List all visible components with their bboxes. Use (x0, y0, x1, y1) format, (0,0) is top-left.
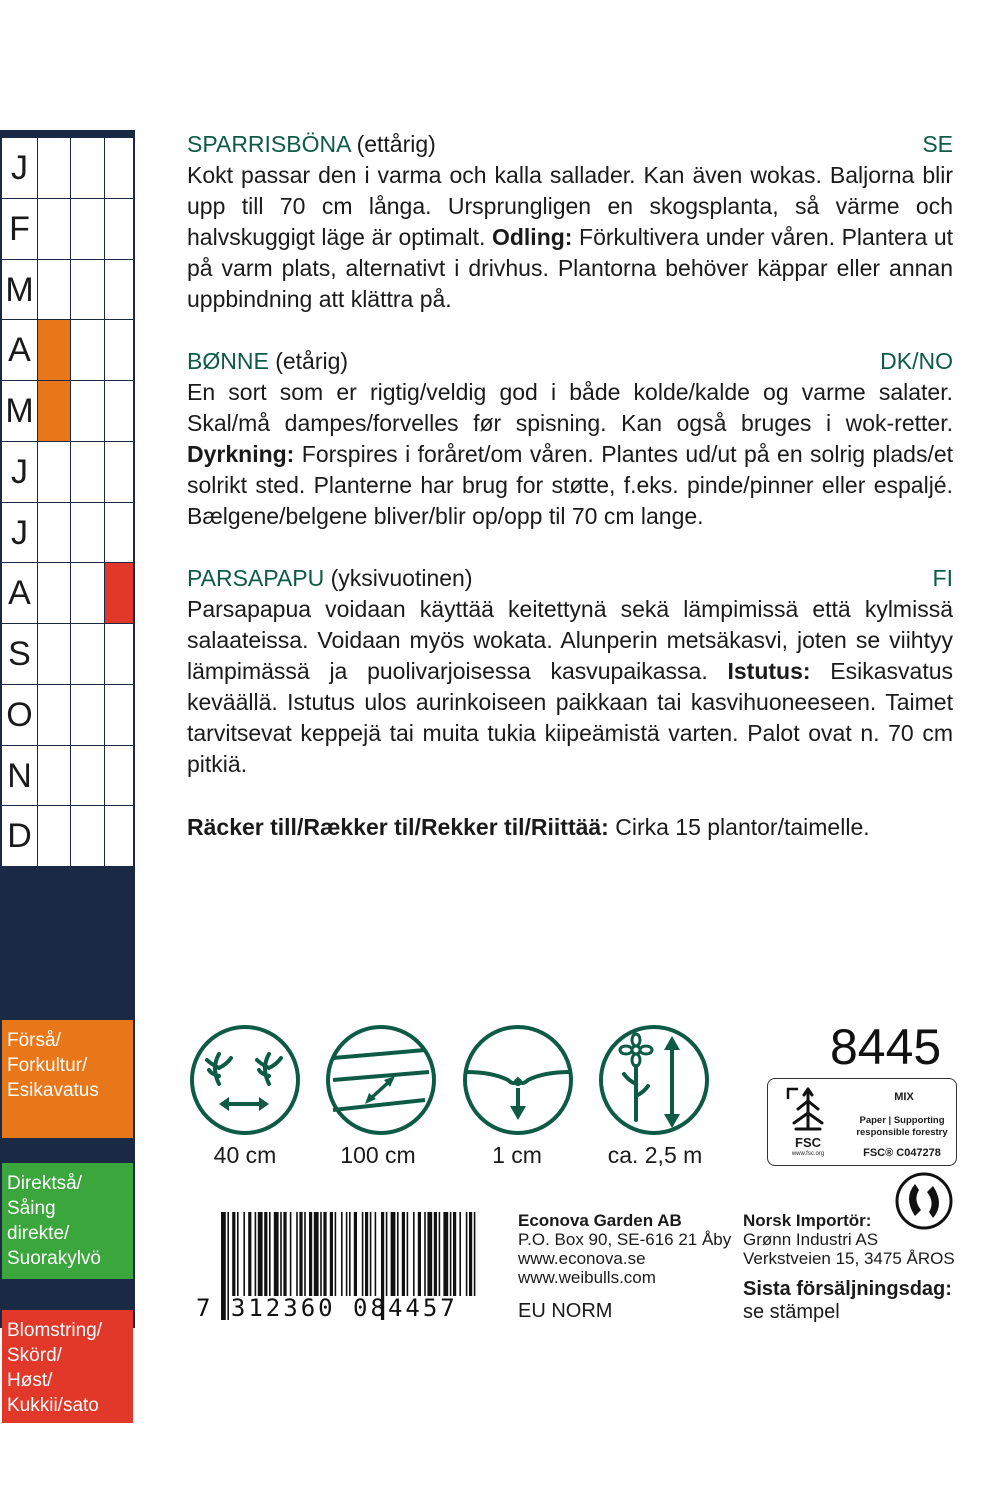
empty-cell (37, 746, 70, 806)
company-web: www.weibulls.com (518, 1268, 656, 1287)
cultivation-text: Esikasvatus keväällä. Istutus ulos aurinkoiseen paikkaan tai kasvihuoneeseen. Taimet tarvitsevat keppejä tai muita tukia kiipeämistä varten. Palot ovat n. 70 cm pitkiä. (187, 658, 954, 777)
empty-cell (70, 138, 104, 198)
description-text: Parsapapua voidaan käyttää keitettynä sekä lämpimissä että kylmissä salaateissa. Voidaan myös wokata. Alunperin metsäkasvi, joten se viihtyy lämpimässä ja puolivarjoisessa kasvupaikassa. (187, 596, 953, 684)
barcode-bar (335, 1212, 337, 1296)
barcode-digits: 7 312360 084457 (196, 1294, 458, 1322)
barcode-bar (418, 1212, 421, 1296)
harvest-cell (104, 563, 133, 623)
month-letter: J (11, 513, 28, 552)
barcode-bar (370, 1212, 372, 1296)
legend-direct-line: Direktså/ (7, 1173, 82, 1194)
month-letter: N (7, 756, 32, 795)
barcode-bar (290, 1212, 292, 1296)
empty-cell (104, 260, 133, 320)
empty-cell (37, 138, 70, 198)
barcode-bar (304, 1212, 306, 1296)
barcode-bar (443, 1212, 448, 1296)
legend-harvest-line: Skörd/ (7, 1345, 62, 1366)
variety-name: SPARRISBÖNA (187, 131, 351, 157)
importer-title: Norsk Importör: (743, 1211, 872, 1230)
barcode-bar (232, 1212, 235, 1296)
barcode-bar (362, 1212, 364, 1296)
empty-cell (37, 260, 70, 320)
barcode-bar (346, 1212, 348, 1296)
fsc-site: www.fsc.org (791, 1151, 825, 1157)
empty-cell (104, 503, 133, 563)
yield-text: Cirka 15 plantor/taimelle. (615, 814, 870, 840)
empty-cell (104, 442, 133, 502)
barcode-bar (269, 1212, 271, 1296)
barcode-bar (274, 1212, 279, 1296)
empty-cell (37, 503, 70, 563)
month-letter: J (11, 149, 28, 187)
empty-cell (70, 320, 104, 380)
cultivation-text: Forspires i foråret/om våren. Plantes ud/ut på en solrig plads/et solrikt sted. Planterne har brug for støtte, f.eks. pinde/pinner eller espaljé. Bælgene/belgene bliver/blir op/opp til 70 cm lange. (187, 441, 954, 529)
section-title (187, 346, 348, 377)
legend-presow-line: Förså/ (7, 1030, 61, 1051)
barcode-bar (309, 1212, 312, 1296)
section-swedish (187, 129, 953, 315)
barcode-bar (264, 1212, 267, 1296)
legend-harvest-line: Blomstring/ (7, 1320, 103, 1341)
legend-direct-line: Såing (7, 1198, 56, 1219)
variety-name: BØNNE (187, 348, 269, 374)
cultivation-label: Dyrkning: (187, 441, 295, 467)
calendar-month-row (2, 746, 133, 807)
sowing-calendar-strip (0, 130, 135, 1416)
barcode-bar (469, 1212, 472, 1296)
empty-cell (104, 746, 133, 806)
language-code: SE (922, 131, 953, 157)
section-finnish (187, 563, 953, 780)
barcode-bar (386, 1212, 388, 1296)
presow-cell (37, 381, 70, 441)
barcode-bar (439, 1212, 441, 1296)
importer-info (743, 1211, 955, 1268)
barcode-bar (248, 1212, 251, 1296)
legend-direct-line: direkte/ (7, 1223, 70, 1244)
row-spacing-icon (325, 1024, 437, 1136)
barcode-bar (459, 1212, 461, 1296)
month-letter: D (7, 817, 32, 856)
barcode-bar (283, 1212, 286, 1296)
barcode-bar (375, 1212, 377, 1296)
last-sale-title: Sista försäljningsdag: (743, 1278, 952, 1300)
company-info (518, 1211, 731, 1287)
cultivation-label: Odling: (491, 224, 573, 250)
barcode-bar (258, 1212, 263, 1296)
legend-presow-line: Esikavatus (7, 1080, 99, 1101)
description-text: En sort som er rigtig/veldig god i både kolde/kalde og varme salater. Skal/må dampes/forvelles før spisning. Kan også bruges i wok-retter. (187, 379, 953, 436)
importer-name: Grønn Industri AS (743, 1230, 879, 1249)
fsc-line: Paper | Supporting (859, 1115, 945, 1126)
barcode-bar (391, 1212, 396, 1296)
empty-cell (70, 806, 104, 866)
calendar-month-row (2, 503, 133, 564)
sowing-depth-label: 1 cm (492, 1142, 542, 1168)
calendar-month-row (2, 199, 133, 260)
plant-height-icon (598, 1024, 710, 1136)
fsc-label (767, 1078, 957, 1166)
month-letter: J (11, 452, 28, 491)
barcode-bar (424, 1212, 426, 1296)
barcode-bar (255, 1212, 257, 1296)
empty-cell (37, 199, 70, 259)
section-danish-norwegian (187, 346, 953, 532)
yield-label: Räcker till/Rækker til/Rekker til/Riittää: (187, 814, 609, 840)
barcode-bar (280, 1212, 282, 1296)
calendar-month-row (2, 442, 133, 503)
month-calendar (2, 138, 133, 867)
row-spacing-label: 100 cm (340, 1142, 416, 1168)
variety-sub: (etårig) (275, 348, 349, 374)
barcode-bar (314, 1212, 319, 1296)
barcode-bar (474, 1212, 476, 1296)
legend-harvest (2, 1310, 133, 1423)
importer-address: Verkstveien 15, 3475 ÅROS (743, 1249, 955, 1268)
cultivation-text: Förkultivera under våren. Plantera ut på varm plats, alternativt i drivhus. Plantorna behöver käppar eller annan uppbindning att klättra på. (187, 224, 953, 312)
description-text: Kokt passar den i varma och kalla sallader. Kan även wokas. Baljorna blir upp till 70 cm långa. Ursprungligen en skogsplanta, så värme och halvskuggigt läge är optimalt. (187, 162, 953, 250)
description (187, 594, 953, 780)
cultivation-label: Istutus: (727, 658, 811, 684)
empty-cell (37, 624, 70, 684)
barcode-bar (453, 1212, 456, 1296)
barcode-bar (320, 1212, 322, 1296)
empty-cell (70, 503, 104, 563)
calendar-month-row (2, 563, 133, 624)
calendar-month-row (2, 685, 133, 746)
variety-sub: (ettårig) (356, 131, 436, 157)
variety-name: PARSAPAPU (187, 565, 325, 591)
empty-cell (37, 442, 70, 502)
plant-height-label: ca. 2,5 m (607, 1142, 703, 1168)
empty-cell (37, 563, 70, 623)
empty-cell (104, 685, 133, 745)
description (187, 160, 953, 315)
fsc-mix: MIX (894, 1091, 914, 1103)
empty-cell (37, 806, 70, 866)
legend-presow-line: Forkultur/ (7, 1055, 88, 1076)
barcode-bar (450, 1212, 452, 1296)
barcode-bar (323, 1212, 326, 1296)
plant-spacing-icon (189, 1024, 301, 1136)
legend-harvest-line: Kukkii/sato (7, 1395, 99, 1416)
fsc-tree-icon (782, 1085, 834, 1135)
company-web: www.econova.se (518, 1249, 646, 1268)
company-name: Econova Garden AB (518, 1211, 682, 1230)
barcode-bar (243, 1212, 245, 1296)
empty-cell (70, 624, 104, 684)
fsc-line: responsible forestry (856, 1127, 948, 1138)
calendar-month-row (2, 320, 133, 381)
barcode-bar (365, 1212, 368, 1296)
fsc-code: FSC® C047278 (863, 1147, 941, 1159)
language-code: DK/NO (880, 348, 953, 374)
empty-cell (37, 685, 70, 745)
variety-sub: (yksivuotinen) (330, 565, 473, 591)
last-sale-date (743, 1278, 952, 1324)
month-letter: M (5, 270, 34, 309)
empty-cell (104, 320, 133, 380)
month-letter: A (8, 574, 31, 613)
eu-norm: EU NORM (518, 1300, 613, 1322)
empty-cell (70, 563, 104, 623)
calendar-month-row (2, 381, 133, 442)
empty-cell (70, 442, 104, 502)
last-sale-text: se stämpel (743, 1301, 840, 1323)
legend-direct-line: Suorakylvö (7, 1248, 101, 1269)
month-letter: S (8, 635, 31, 673)
barcode-bar (466, 1212, 468, 1296)
legend-direct-sow (2, 1163, 133, 1279)
yield-info (187, 812, 953, 843)
barcode-bar (407, 1212, 409, 1296)
empty-cell (70, 260, 104, 320)
section-title (187, 563, 472, 594)
barcode-bar (397, 1212, 399, 1296)
month-letter: A (8, 331, 31, 370)
description (187, 377, 953, 532)
empty-cell (70, 199, 104, 259)
empty-cell (104, 138, 133, 198)
barcode-bar (354, 1212, 357, 1296)
calendar-month-row (2, 138, 133, 199)
empty-cell (104, 381, 133, 441)
barcode-bar (330, 1212, 333, 1296)
barcode-bar (341, 1212, 343, 1296)
barcode-bar (413, 1212, 415, 1296)
legend-harvest-line: Høst/ (7, 1370, 53, 1391)
empty-cell (70, 381, 104, 441)
company-address: P.O. Box 90, SE-616 21 Åby (518, 1230, 732, 1249)
fsc-logo-text: FSC (795, 1135, 821, 1150)
empty-cell (70, 685, 104, 745)
legend-presow (2, 1020, 133, 1138)
barcode-bar (402, 1212, 405, 1296)
month-letter: O (6, 695, 33, 734)
empty-cell (104, 624, 133, 684)
sowing-depth-icon (462, 1024, 574, 1136)
barcode-bar (296, 1212, 298, 1296)
empty-cell (104, 806, 133, 866)
calendar-month-row (2, 624, 133, 685)
barcode-bar (349, 1212, 351, 1296)
section-title (187, 129, 436, 160)
calendar-month-row (2, 260, 133, 321)
fsc-description (850, 1115, 954, 1139)
article-number: 8445 (830, 1019, 942, 1075)
month-letter: F (9, 209, 30, 248)
plant-spacing-label: 40 cm (213, 1142, 277, 1168)
barcode-bar (237, 1212, 239, 1296)
empty-cell (104, 199, 133, 259)
barcode-bar (299, 1212, 302, 1296)
barcode-bar (427, 1212, 432, 1296)
language-code: FI (932, 565, 953, 591)
empty-cell (70, 746, 104, 806)
presow-cell (37, 320, 70, 380)
month-letter: M (5, 392, 34, 430)
calendar-month-row (2, 806, 133, 867)
barcode-bar (434, 1212, 437, 1296)
